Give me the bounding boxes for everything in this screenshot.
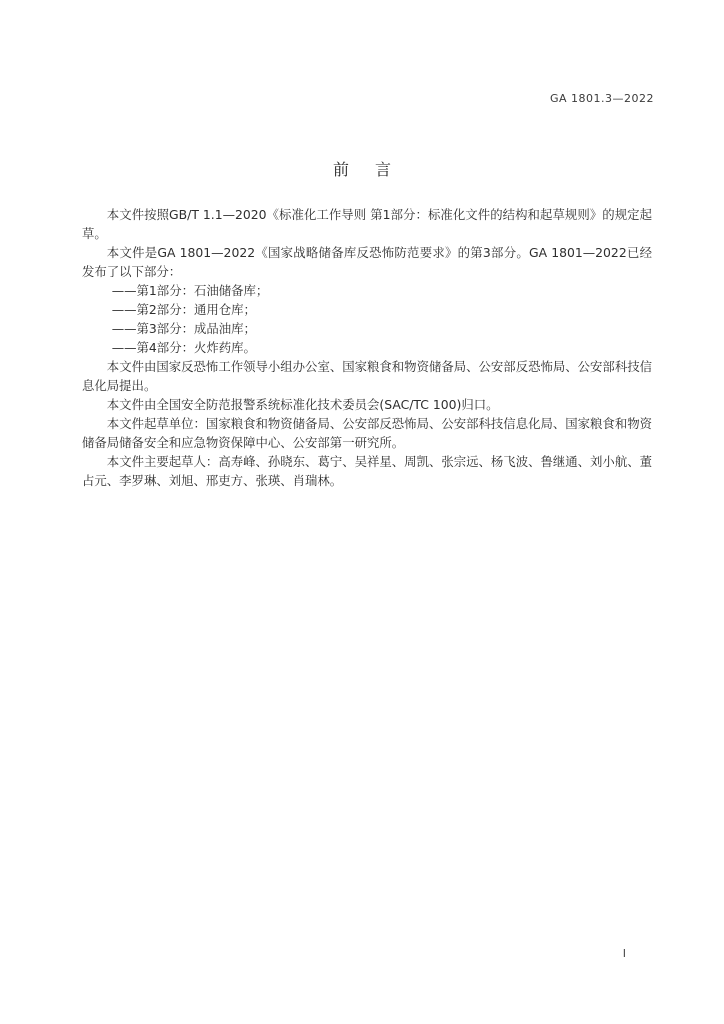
list-item-part-4: ——第4部分：火炸药库。	[111, 340, 256, 355]
paragraph-drafting-units: 本文件起草单位：国家粮食和物资储备局、公安部反恐怖局、公安部科技信息化局、国家粮食和物资储备局储备安全和应急物资保障中心、公安部第一研究所。	[82, 416, 652, 450]
section-title: 前言	[332, 160, 417, 179]
paragraph-series-intro: 本文件是GA 1801—2022《国家战略储备库反恐怖防范要求》的第3部分。GA 1801—2022已经发布了以下部分：	[82, 245, 652, 279]
paragraph-proposer: 本文件由国家反恐怖工作领导小组办公室、国家粮食和物资储备局、公安部反恐怖局、公安部科技信息化局提出。	[82, 359, 652, 393]
list-item-part-1: ——第1部分：石油储备库；	[111, 283, 269, 298]
paragraph-committee: 本文件由全国安全防范报警系统标准化技术委员会(SAC/TC 100)归口。	[106, 397, 499, 412]
foreword-body	[82, 205, 652, 490]
standard-number: GA 1801.3—2022	[549, 92, 654, 105]
page-number: I	[622, 947, 626, 960]
paragraph-drafters: 本文件主要起草人：高寿峰、孙晓东、葛宁、吴祥星、周凯、张宗远、杨飞波、鲁继通、刘小航、董占元、李罗琳、刘旭、邢吏方、张瑛、肖瑞林。	[82, 454, 652, 488]
list-item-part-3: ——第3部分：成品油库；	[111, 321, 256, 336]
paragraph-drafting-rules: 本文件按照GB/T 1.1—2020《标准化工作导则 第1部分：标准化文件的结构和起草规则》的规定起草。	[82, 207, 652, 241]
list-item-part-2: ——第2部分：通用仓库；	[111, 302, 256, 317]
